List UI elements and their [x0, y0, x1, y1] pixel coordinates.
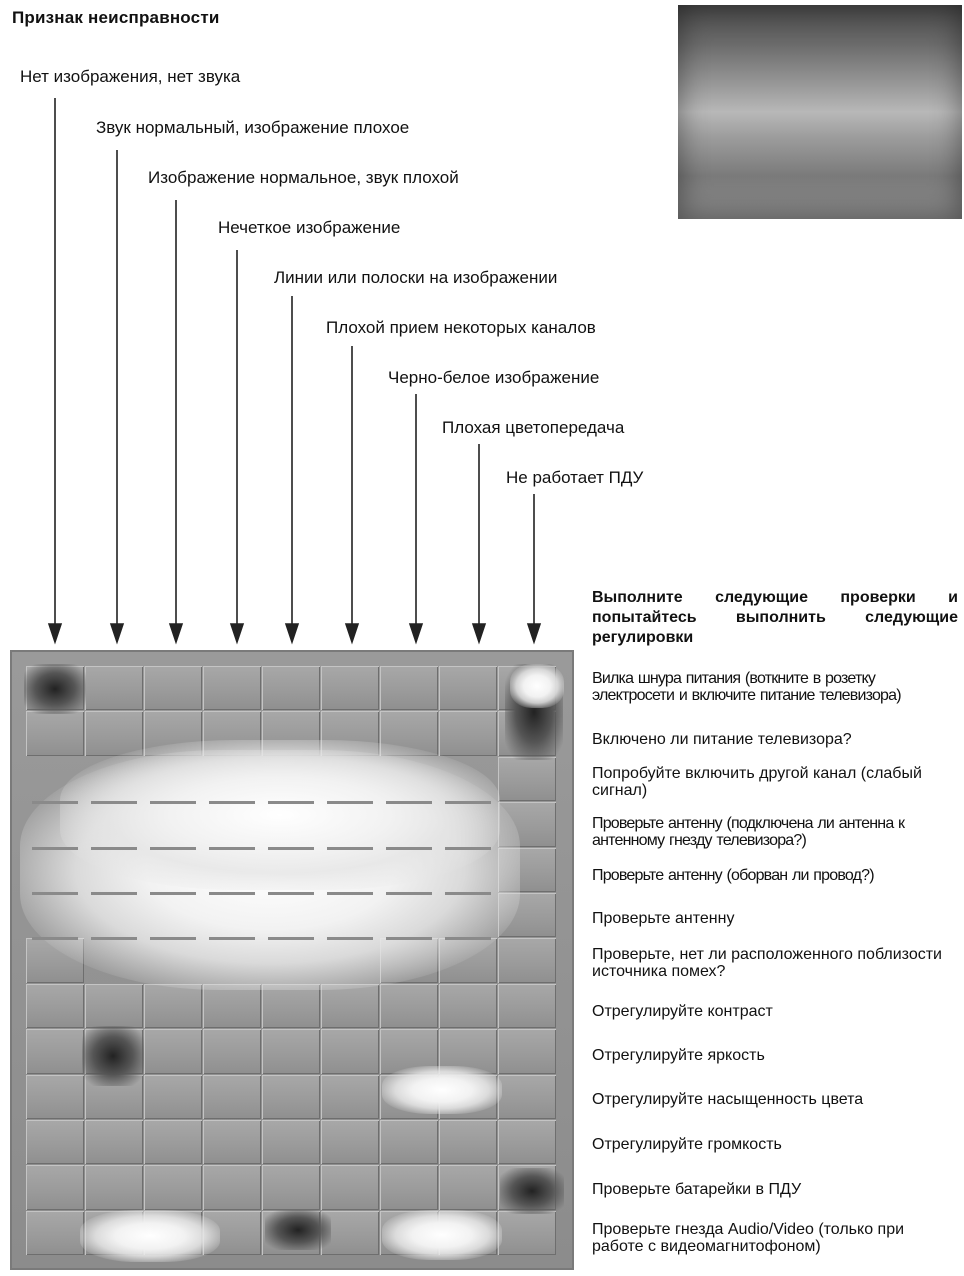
- symptom-label-3: Изображение нормальное, звук плохой: [148, 168, 459, 187]
- check-item-10: Отрегулируйте насыщенность цвета: [592, 1091, 864, 1108]
- matrix-highlight: [60, 740, 500, 890]
- arrowhead-3: [170, 624, 182, 642]
- matrix-highlight: [382, 1066, 502, 1114]
- symptom-label-9: Не работает ПДУ: [506, 468, 644, 487]
- matrix-dash: [150, 801, 196, 804]
- matrix-cell: [498, 1075, 556, 1119]
- matrix-cell: [144, 666, 202, 710]
- matrix-cell: [144, 1029, 202, 1073]
- arrowhead-1: [49, 624, 61, 642]
- matrix-cell: [498, 984, 556, 1028]
- matrix-cell: [380, 666, 438, 710]
- arrowhead-5: [286, 624, 298, 642]
- matrix-cell: [144, 1120, 202, 1164]
- matrix-cell: [262, 666, 320, 710]
- matrix-dash: [91, 937, 137, 940]
- matrix-cell: [144, 1165, 202, 1209]
- matrix-shade: [500, 1168, 564, 1214]
- matrix-cell: [321, 1029, 379, 1073]
- matrix-dash: [386, 892, 432, 895]
- matrix-cell: [26, 1165, 84, 1209]
- check-item-7: Проверьте, нет ли расположенного поблизости источника помех?: [592, 946, 942, 980]
- matrix-cell: [321, 1075, 379, 1119]
- symptom-label-8: Плохая цветопередача: [442, 418, 625, 437]
- matrix-cell: [144, 984, 202, 1028]
- tv-screen-image: [678, 5, 962, 219]
- matrix-cell: [262, 984, 320, 1028]
- matrix-cell: [26, 711, 84, 755]
- matrix-dash: [209, 892, 255, 895]
- symptom-label-7: Черно-белое изображение: [388, 368, 600, 387]
- arrowhead-8: [473, 624, 485, 642]
- matrix-cell: [321, 984, 379, 1028]
- matrix-dash: [150, 847, 196, 850]
- matrix-cell: [498, 757, 556, 801]
- matrix-shade: [265, 1210, 331, 1250]
- matrix-dash: [32, 937, 78, 940]
- matrix-dash: [268, 892, 314, 895]
- matrix-cell: [439, 1165, 497, 1209]
- matrix-cell: [498, 938, 556, 982]
- matrix-cell: [262, 1120, 320, 1164]
- matrix-dash: [445, 937, 491, 940]
- check-item-11: Отрегулируйте громкость: [592, 1136, 782, 1153]
- matrix-cell: [262, 1165, 320, 1209]
- matrix-cell: [203, 1120, 261, 1164]
- check-item-8: Отрегулируйте контраст: [592, 1003, 773, 1020]
- symptom-label-2: Звук нормальный, изображение плохое: [96, 118, 410, 137]
- matrix-cell: [85, 1120, 143, 1164]
- matrix-cell: [85, 984, 143, 1028]
- matrix-highlight: [80, 1210, 220, 1262]
- matrix-dash: [209, 801, 255, 804]
- matrix-dash: [268, 801, 314, 804]
- matrix-cell: [380, 1165, 438, 1209]
- matrix-cell: [26, 1029, 84, 1073]
- matrix-cell: [144, 1075, 202, 1119]
- symptom-label-4: Нечеткое изображение: [218, 218, 401, 237]
- matrix-dash: [32, 847, 78, 850]
- check-item-1: Вилка шнура питания (воткните в розетку электросети и включите питание телевизора): [592, 670, 901, 704]
- matrix-dash: [91, 801, 137, 804]
- check-item-5: Проверьте антенну (оборван ли провод?): [592, 867, 874, 884]
- matrix-cell: [203, 1165, 261, 1209]
- matrix-cell: [321, 1165, 379, 1209]
- symptom-label-6: Плохой прием некоторых каналов: [326, 318, 596, 337]
- matrix-cell: [26, 984, 84, 1028]
- matrix-dash: [268, 847, 314, 850]
- matrix-dash: [327, 937, 373, 940]
- matrix-cell: [85, 666, 143, 710]
- matrix-dash: [209, 847, 255, 850]
- matrix-dash: [327, 847, 373, 850]
- matrix-shade: [82, 1026, 144, 1086]
- matrix-cell: [203, 984, 261, 1028]
- check-item-3: Попробуйте включить другой канал (слабый сигнал): [592, 765, 922, 799]
- matrix-cell: [439, 984, 497, 1028]
- matrix-dash: [150, 937, 196, 940]
- matrix-cell: [262, 1075, 320, 1119]
- matrix-dash: [32, 801, 78, 804]
- matrix-dash: [445, 847, 491, 850]
- checks-heading: Выполните следующие проверки и попытайтесь выполнить следующие регулировки: [592, 589, 958, 646]
- matrix-dash: [91, 892, 137, 895]
- matrix-cell: [203, 1075, 261, 1119]
- matrix-cell: [498, 1120, 556, 1164]
- check-item-2: Включено ли питание телевизора?: [592, 731, 852, 748]
- matrix-cell: [498, 1211, 556, 1255]
- matrix-dash: [150, 892, 196, 895]
- symptom-label-5: Линии или полоски на изображении: [274, 268, 558, 287]
- matrix-cell: [439, 666, 497, 710]
- matrix-highlight: [510, 664, 564, 708]
- matrix-dash: [386, 801, 432, 804]
- matrix-cell: [85, 711, 143, 755]
- matrix-cell: [321, 1120, 379, 1164]
- matrix-cell: [439, 1120, 497, 1164]
- check-item-13: Проверьте гнезда Audio/Video (только при работе с видеомагнитофоном): [592, 1221, 905, 1255]
- matrix-cell: [85, 1165, 143, 1209]
- matrix-dash: [268, 937, 314, 940]
- matrix-dash: [327, 801, 373, 804]
- matrix-dash: [445, 892, 491, 895]
- matrix-cell: [26, 1120, 84, 1164]
- arrowhead-9: [528, 624, 540, 642]
- matrix-highlight: [382, 1210, 502, 1260]
- symptom-label-1: Нет изображения, нет звука: [20, 67, 241, 86]
- matrix-cell: [203, 1029, 261, 1073]
- arrowhead-4: [231, 624, 243, 642]
- matrix-cell: [321, 666, 379, 710]
- matrix-dash: [91, 847, 137, 850]
- matrix-cell: [26, 1075, 84, 1119]
- matrix-dash: [32, 892, 78, 895]
- check-item-6: Проверьте антенну: [592, 910, 735, 927]
- check-item-12: Проверьте батарейки в ПДУ: [592, 1181, 802, 1198]
- matrix-shade: [24, 664, 86, 714]
- matrix-dash: [327, 892, 373, 895]
- matrix-cell: [439, 711, 497, 755]
- matrix-dash: [445, 801, 491, 804]
- check-item-4: Проверьте антенну (подключена ли антенна к антенному гнезду телевизора?): [592, 815, 905, 849]
- matrix-cell: [262, 1029, 320, 1073]
- matrix-dash: [209, 937, 255, 940]
- matrix-cell: [380, 1120, 438, 1164]
- matrix-cell: [498, 1029, 556, 1073]
- arrowhead-2: [111, 624, 123, 642]
- matrix-cell: [26, 1211, 84, 1255]
- matrix-cell: [380, 984, 438, 1028]
- troubleshooting-matrix: [10, 650, 574, 1270]
- matrix-dash: [386, 937, 432, 940]
- check-item-9: Отрегулируйте яркость: [592, 1047, 765, 1064]
- arrowhead-6: [346, 624, 358, 642]
- matrix-dash: [386, 847, 432, 850]
- matrix-cell: [203, 666, 261, 710]
- page-title: Признак неисправности: [12, 8, 220, 27]
- arrowhead-7: [410, 624, 422, 642]
